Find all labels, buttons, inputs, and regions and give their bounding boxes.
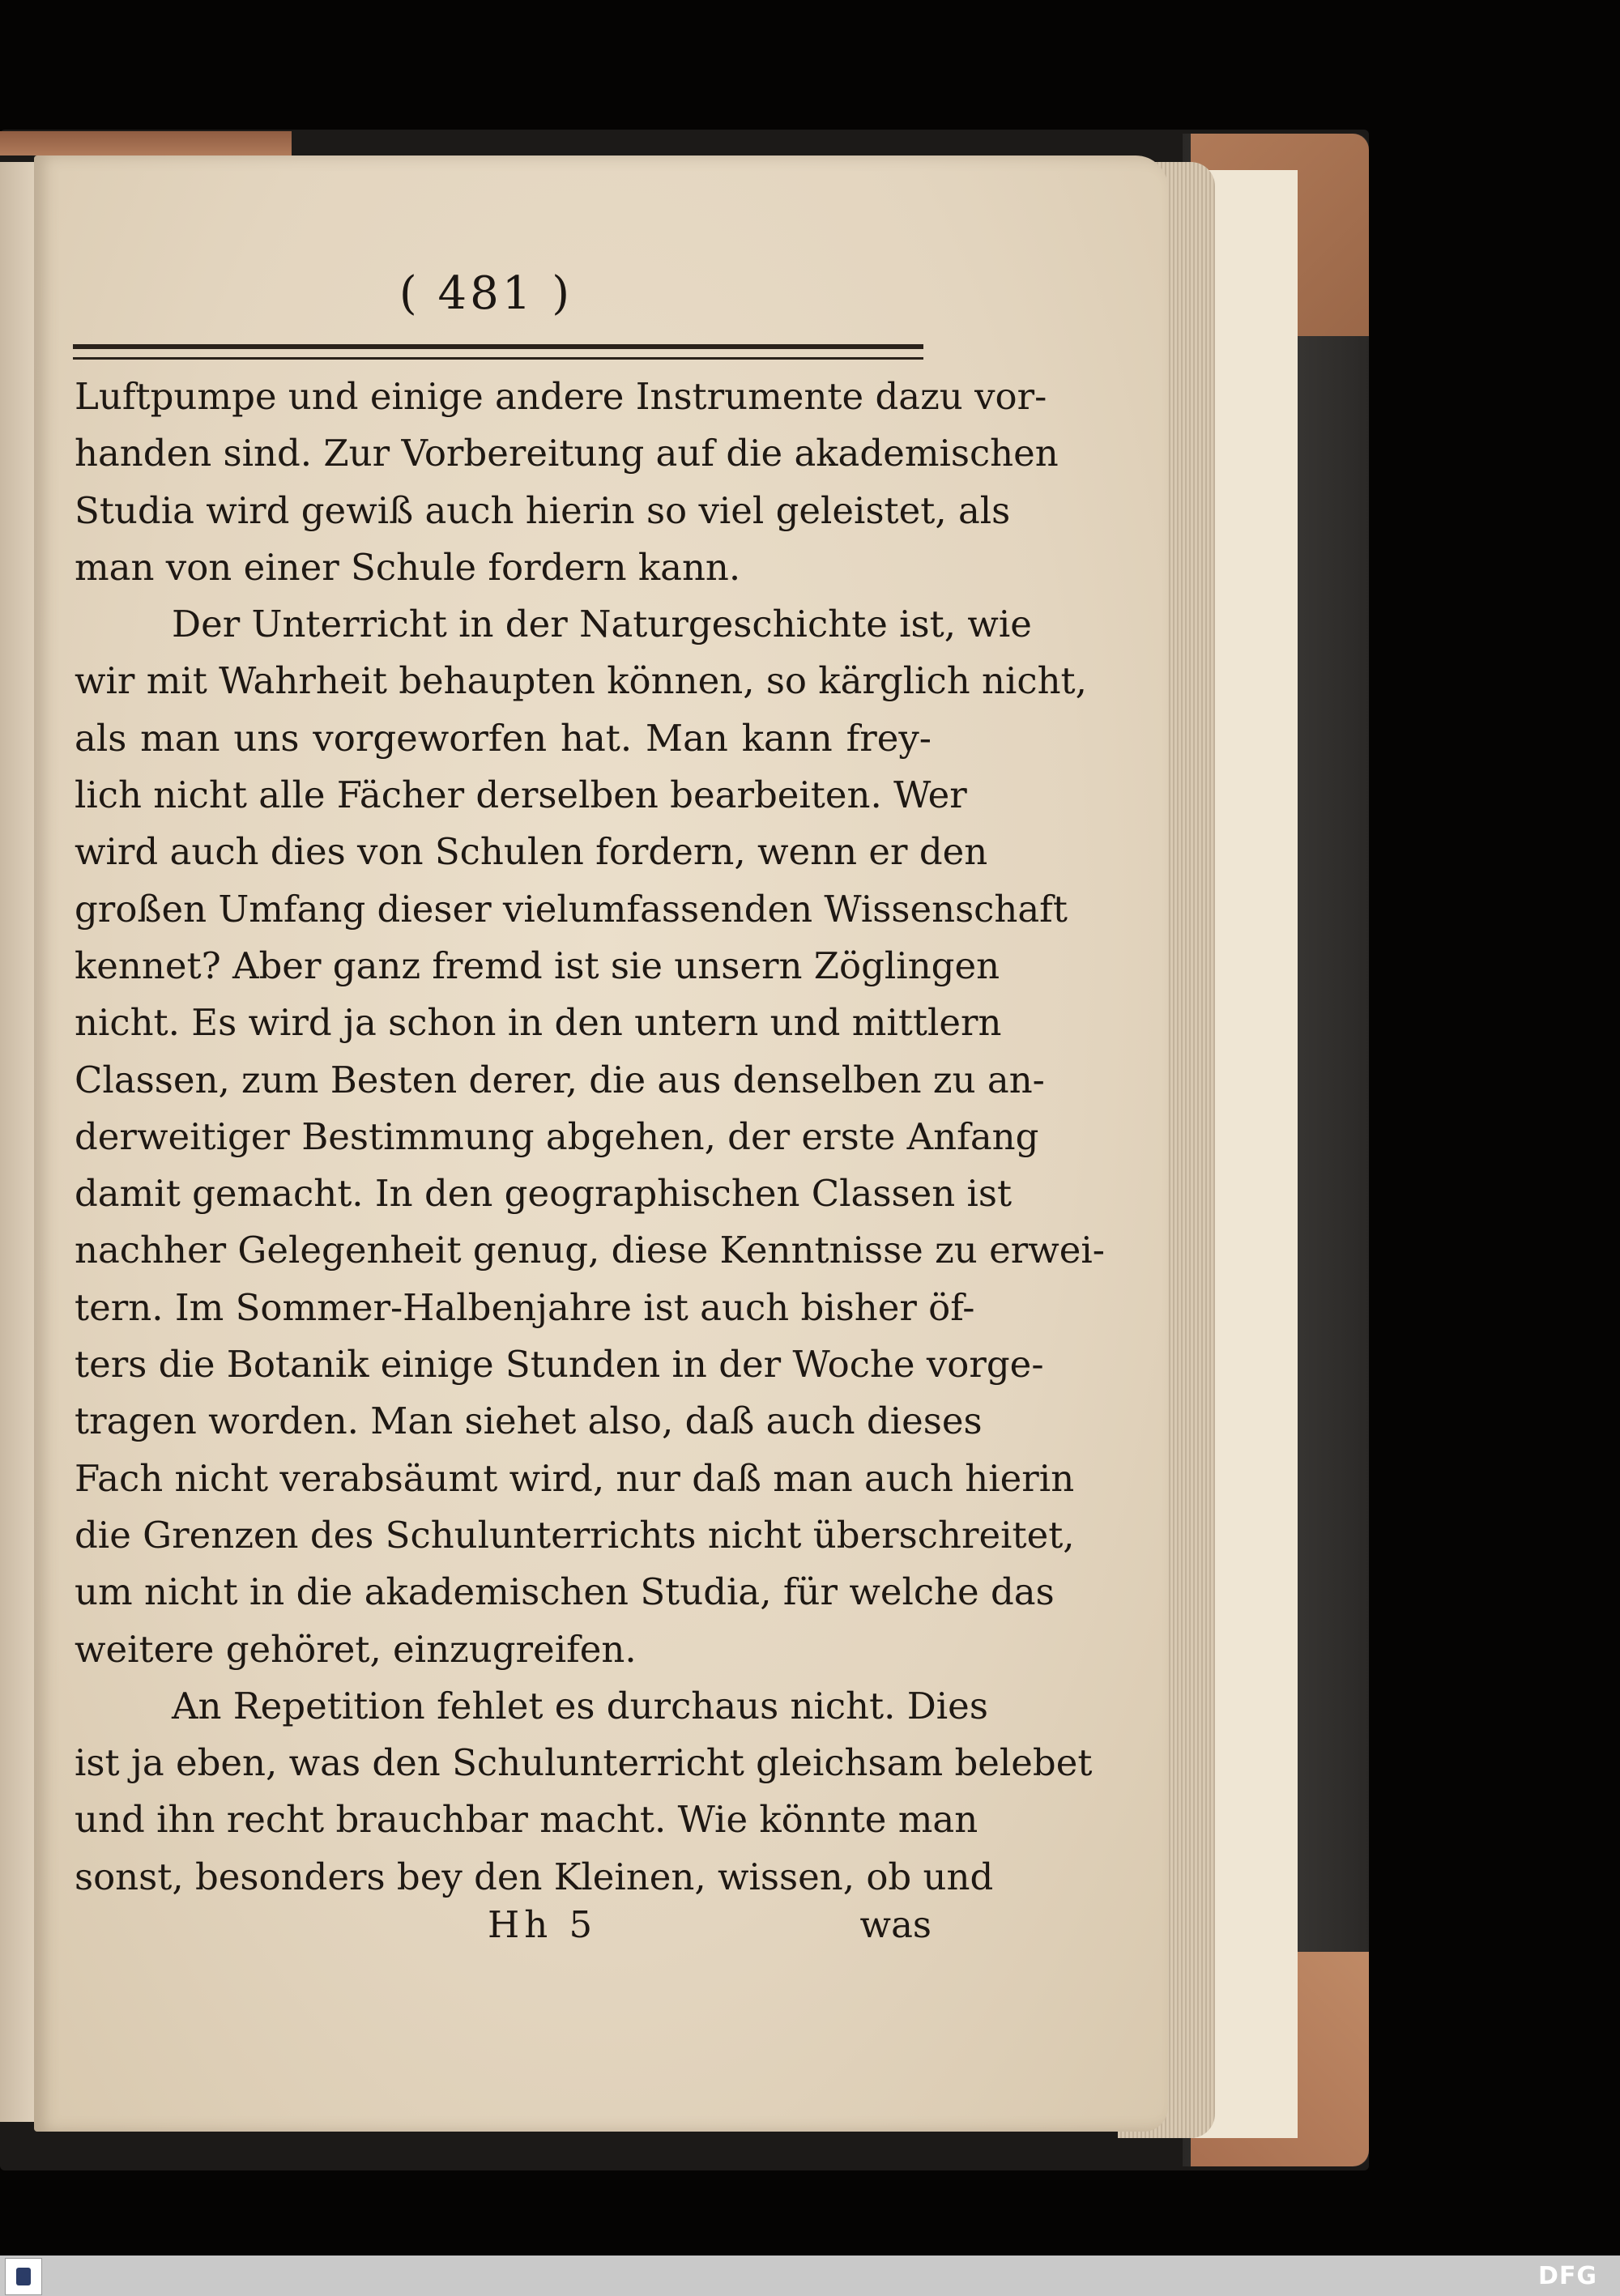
text-line: lich nicht alle Fächer derselben bearbeiten. Wer — [75, 773, 967, 817]
text-line: und ihn recht brauchbar macht. Wie könnte man — [75, 1798, 978, 1842]
header-rule — [73, 344, 923, 360]
text-line: damit gemacht. In den geographischen Classen ist — [75, 1172, 1013, 1216]
signature-mark: Hh 5 — [488, 1903, 598, 1946]
text-line: Classen, zum Besten derer, die aus denselben zu an- — [75, 1058, 1045, 1101]
text-line: Fach nicht verabsäumt wird, nur daß man auch hierin — [75, 1456, 1075, 1500]
library-logo-icon[interactable] — [5, 2258, 42, 2295]
text-line: Studia wird gewiß auch hierin so viel geleistet, als — [75, 488, 1011, 532]
page-footer — [75, 1903, 932, 1960]
viewer-bottom-bar — [0, 2256, 1620, 2296]
text-line: weitere gehöret, einzugreifen. — [75, 1627, 637, 1671]
text-line: ist ja eben, was den Schulunterricht gleichsam belebet — [75, 1741, 1093, 1785]
text-line: handen sind. Zur Vorbereitung auf die akademischen — [75, 432, 1059, 475]
text-line: Luftpumpe und einige andere Instrumente dazu vor- — [75, 375, 1047, 418]
text-line: sonst, besonders bey den Kleinen, wissen, ob und — [75, 1855, 994, 1898]
text-line: derweitiger Bestimmung abgehen, der erste Anfang — [75, 1114, 1039, 1158]
text-line: wir mit Wahrheit behaupten können, so kärglich nicht, — [75, 659, 1087, 703]
text-line: großen Umfang dieser vielumfassenden Wissenschaft — [75, 887, 1068, 931]
text-line: An Repetition fehlet es durchaus nicht. Dies — [172, 1684, 988, 1727]
text-line: um nicht in die akademischen Studia, für welche das — [75, 1570, 1055, 1614]
text-line: tragen worden. Man siehet also, daß auch dieses — [75, 1399, 983, 1443]
body-text — [75, 368, 1105, 1906]
text-line: ters die Botanik einige Stunden in der Woche vorge- — [75, 1343, 1044, 1387]
text-line: die Grenzen des Schulunterrichts nicht überschreitet, — [75, 1513, 1075, 1557]
text-line: man von einer Schule fordern kann. — [75, 545, 741, 589]
text-line: tern. Im Sommer-Halbenjahre ist auch bisher öf- — [75, 1285, 975, 1329]
text-line: wird auch dies von Schulen fordern, wenn er den — [75, 830, 988, 874]
text-line: nicht. Es wird ja schon in den untern und mittlern — [75, 1001, 1002, 1045]
text-line: Der Unterricht in der Naturgeschichte ist, wie — [172, 603, 1032, 646]
text-line: kennet? Aber ganz fremd ist sie unsern Zöglingen — [75, 944, 1000, 987]
dfg-logo[interactable]: DFG — [1537, 2262, 1597, 2290]
text-line: nachher Gelegenheit genug, diese Kenntnisse zu erwei- — [75, 1229, 1105, 1272]
left-page-edge — [0, 162, 36, 2122]
page-number-header: ( 481 ) — [399, 267, 573, 320]
text-line: als man uns vorgeworfen hat. Man kann frey- — [75, 716, 932, 760]
catchword: was — [859, 1903, 932, 1946]
leather-spine-edge — [0, 131, 292, 155]
